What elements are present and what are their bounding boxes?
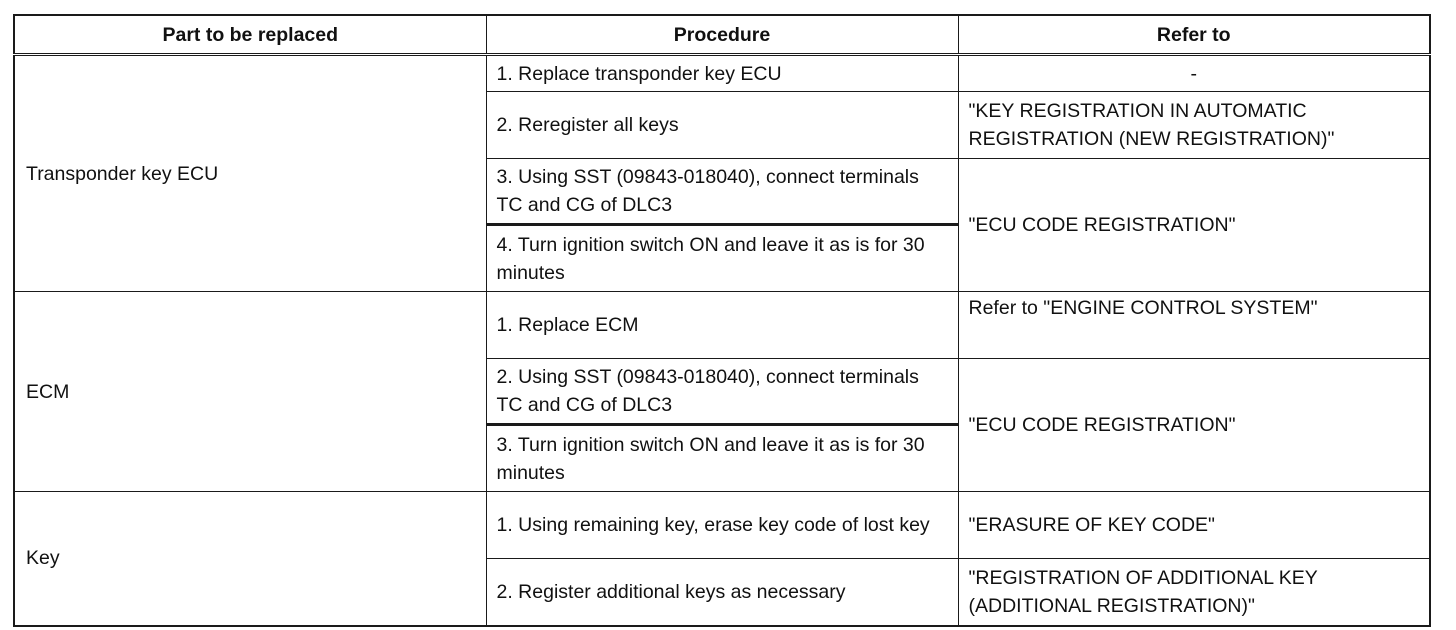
table-row — [14, 492, 1430, 559]
refer-cell: "ECU CODE REGISTRATION" — [958, 359, 1430, 492]
procedure-cell: 1. Replace transponder key ECU — [486, 55, 958, 92]
part-cell-transponder-ecu: Transponder key ECU — [14, 55, 486, 292]
procedure-cell: 1. Replace ECM — [486, 292, 958, 359]
header-refer-to: Refer to — [958, 15, 1430, 55]
refer-cell: "KEY REGISTRATION IN AUTOMATIC REGISTRATION (NEW REGISTRATION)" — [958, 92, 1430, 159]
refer-cell: "ECU CODE REGISTRATION" — [958, 159, 1430, 292]
header-procedure: Procedure — [486, 15, 958, 55]
procedure-cell: 3. Turn ignition switch ON and leave it as is for 30 minutes — [486, 425, 958, 492]
table-row — [14, 55, 1430, 92]
procedure-cell: 4. Turn ignition switch ON and leave it as is for 30 minutes — [486, 225, 958, 292]
header-part: Part to be replaced — [14, 15, 486, 55]
procedure-cell: 1. Using remaining key, erase key code of lost key — [486, 492, 958, 559]
replacement-procedure-table — [13, 14, 1431, 627]
procedure-cell: 2. Register additional keys as necessary — [486, 559, 958, 626]
part-cell-key: Key — [14, 492, 486, 626]
refer-cell: - — [958, 55, 1430, 92]
refer-cell: "REGISTRATION OF ADDITIONAL KEY (ADDITIONAL REGISTRATION)" — [958, 559, 1430, 626]
table-row — [14, 292, 1430, 359]
refer-cell: "ERASURE OF KEY CODE" — [958, 492, 1430, 559]
procedure-cell: 2. Reregister all keys — [486, 92, 958, 159]
part-cell-ecm: ECM — [14, 292, 486, 492]
header-row — [14, 15, 1430, 55]
procedure-cell: 3. Using SST (09843-018040), connect terminals TC and CG of DLC3 — [486, 159, 958, 225]
procedure-cell: 2. Using SST (09843-018040), connect terminals TC and CG of DLC3 — [486, 359, 958, 425]
refer-cell: Refer to "ENGINE CONTROL SYSTEM" — [958, 292, 1430, 359]
